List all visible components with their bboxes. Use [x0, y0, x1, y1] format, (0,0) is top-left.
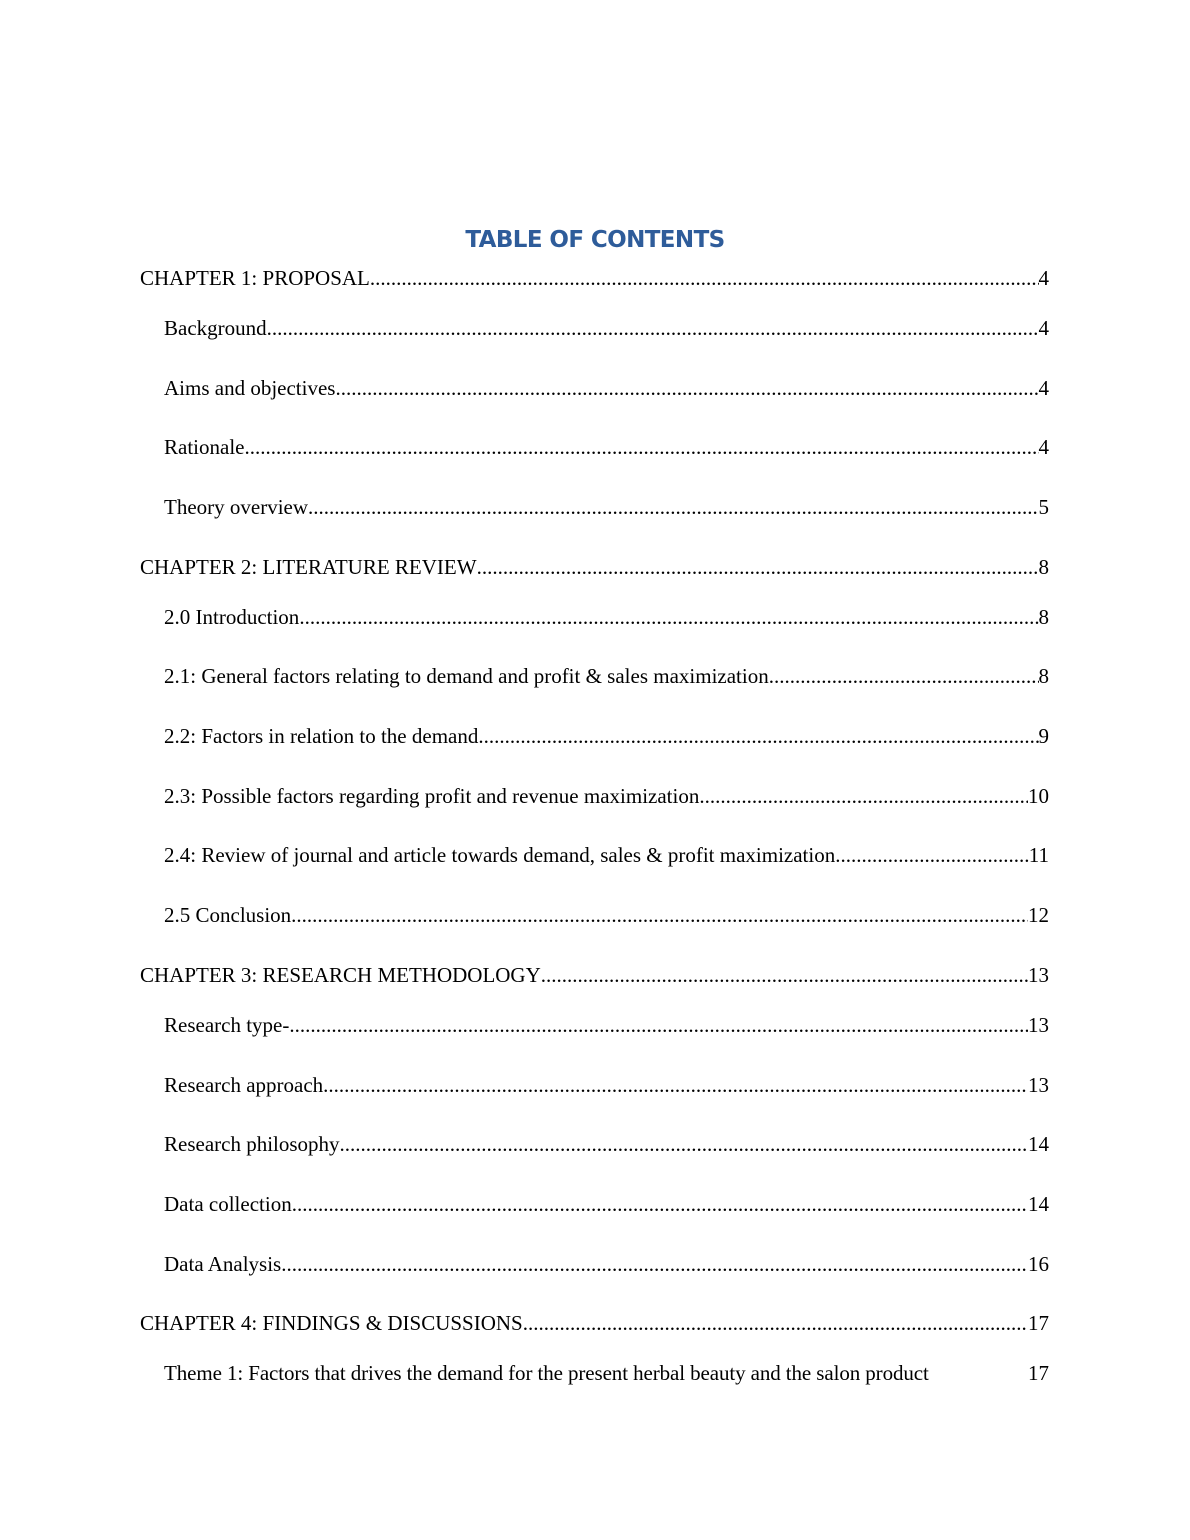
toc-entry-page: 17 — [1028, 1311, 1049, 1335]
toc-entry-page: 4 — [1038, 376, 1049, 400]
toc-entry-label: Research philosophy — [164, 1132, 340, 1156]
toc-leader-dots — [281, 1249, 1028, 1279]
toc-entry-2-4[interactable] — [164, 840, 1049, 870]
toc-entry-research-approach[interactable] — [164, 1070, 1049, 1100]
toc-leader-dots — [835, 840, 1029, 870]
toc-entry-label: Research type- — [164, 1013, 290, 1037]
toc-entry-2-2[interactable] — [164, 721, 1049, 751]
toc-leader-dots — [308, 492, 1038, 522]
toc-leader-dots — [769, 661, 1039, 691]
toc-entry-2-3[interactable] — [164, 781, 1049, 811]
toc-entry-label: 2.3: Possible factors regarding profit and revenue maximization — [164, 784, 700, 808]
toc-entry-page: 14 — [1028, 1192, 1049, 1216]
toc-entry-label: CHAPTER 1: PROPOSAL — [140, 266, 370, 290]
toc-entry-label: 2.1: General factors relating to demand and profit & sales maximization — [164, 664, 769, 688]
toc-leader-dots — [323, 1070, 1028, 1100]
toc-entry-page: 5 — [1038, 495, 1049, 519]
toc-entry-page: 11 — [1028, 843, 1049, 867]
toc-entry-page: 14 — [1028, 1132, 1049, 1156]
toc-leader-dots — [523, 1308, 1028, 1338]
toc-entry-page: 10 — [1028, 784, 1049, 808]
toc-entry-research-type[interactable] — [164, 1010, 1049, 1040]
toc-entry-page: 12 — [1028, 903, 1049, 927]
toc-entry-page: 4 — [1038, 316, 1049, 340]
toc-entry-label: Data Analysis — [164, 1252, 282, 1276]
toc-entry-label: 2.4: Review of journal and article towards demand, sales & profit maximization — [164, 843, 836, 867]
toc-entry-page: 16 — [1028, 1252, 1049, 1276]
toc-leader-dots — [478, 721, 1038, 751]
toc-entry-chapter-4[interactable] — [140, 1308, 1049, 1338]
toc-entry-chapter-3[interactable] — [140, 960, 1049, 990]
toc-entry-background[interactable] — [164, 313, 1049, 343]
toc-entry-label: Rationale — [164, 435, 245, 459]
toc-entry-label: CHAPTER 3: RESEARCH METHODOLOGY — [140, 963, 541, 987]
toc-entry-aims[interactable] — [164, 373, 1049, 403]
toc-leader-dots — [267, 313, 1039, 343]
toc-entry-research-philosophy[interactable] — [164, 1129, 1049, 1159]
toc-entry-label: Aims and objectives — [164, 376, 336, 400]
toc-entry-page: 13 — [1028, 1073, 1049, 1097]
toc-entry-page: 17 — [1028, 1361, 1049, 1385]
toc-leader-dots — [335, 373, 1038, 403]
toc-entry-theory-overview[interactable] — [164, 492, 1049, 522]
toc-leader-dots — [370, 263, 1039, 293]
toc-entry-rationale[interactable] — [164, 432, 1049, 462]
toc-leader-dots — [291, 900, 1028, 930]
toc-entry-page: 4 — [1038, 435, 1049, 459]
toc-leader-dots — [244, 432, 1038, 462]
toc-entry-data-analysis[interactable] — [164, 1249, 1049, 1279]
toc-entry-label: 2.5 Conclusion — [164, 903, 292, 927]
toc-entry-label: CHAPTER 2: LITERATURE REVIEW — [140, 555, 477, 579]
toc-entry-2-1[interactable] — [164, 661, 1049, 691]
toc-leader-dots — [699, 781, 1028, 811]
toc-entry-chapter-2[interactable] — [140, 552, 1049, 582]
toc-leader-dots — [340, 1129, 1028, 1159]
toc-entry-theme-1[interactable] — [164, 1358, 1049, 1388]
toc-entry-page: 8 — [1038, 605, 1049, 629]
toc-entry-2-5[interactable] — [164, 900, 1049, 930]
toc-entry-label: CHAPTER 4: FINDINGS & DISCUSSIONS — [140, 1311, 523, 1335]
toc-title: TABLE OF CONTENTS — [465, 227, 725, 253]
toc-entry-page: 4 — [1038, 266, 1049, 290]
toc-entry-label: Theory overview — [164, 495, 309, 519]
toc-leader-dots — [541, 960, 1028, 990]
toc-entry-label: Theme 1: Factors that drives the demand for the present herbal beauty and the salon product — [164, 1361, 929, 1385]
toc-entry-label: Data collection — [164, 1192, 292, 1216]
toc-entry-label: Background — [164, 316, 267, 340]
toc-entry-page: 8 — [1038, 664, 1049, 688]
toc-entry-page: 8 — [1038, 555, 1049, 579]
toc-leader-dots — [292, 1189, 1028, 1219]
toc-leader-dots — [477, 552, 1039, 582]
toc-entry-page: 13 — [1028, 963, 1049, 987]
toc-entry-2-0[interactable] — [164, 602, 1049, 632]
toc-entry-label: 2.2: Factors in relation to the demand — [164, 724, 479, 748]
toc-entry-label: Research approach — [164, 1073, 324, 1097]
toc-entry-label: 2.0 Introduction — [164, 605, 300, 629]
toc-leader-dots — [289, 1010, 1028, 1040]
toc-entry-data-collection[interactable] — [164, 1189, 1049, 1219]
toc-leader-dots — [299, 602, 1038, 632]
toc-entry-page: 9 — [1038, 724, 1049, 748]
toc-entry-page: 13 — [1028, 1013, 1049, 1037]
toc-entry-chapter-1[interactable] — [140, 263, 1049, 293]
